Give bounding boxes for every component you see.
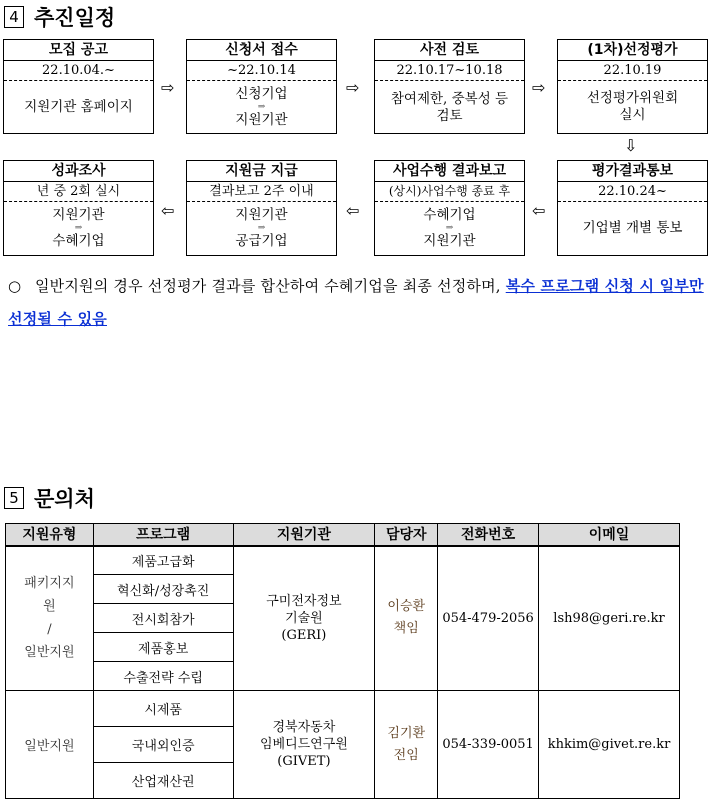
step-title: 신청서 접수 bbox=[187, 40, 336, 61]
step-body-line: 검토 bbox=[436, 108, 463, 124]
step-title: 모집 공고 bbox=[4, 40, 153, 61]
program-cell: 국내외인증 bbox=[93, 727, 233, 763]
arrow-right-icon: ⇨ bbox=[161, 78, 175, 97]
step-body-line: 지원기관 bbox=[235, 207, 288, 223]
agency-line: 임베디드연구원 bbox=[259, 737, 348, 752]
arrow-icon: ⇒ bbox=[257, 223, 266, 233]
program-cell: 수출전략 수립 bbox=[93, 662, 233, 691]
table-row bbox=[6, 691, 680, 727]
table-row bbox=[6, 546, 680, 575]
step-result-notification bbox=[557, 160, 708, 256]
step-date: (상시)사업수행 종료 후 bbox=[375, 182, 524, 202]
step-body bbox=[375, 202, 524, 255]
phone-cell: 054-479-2056 bbox=[438, 546, 539, 691]
header-program: 프로그램 bbox=[93, 524, 233, 546]
email-cell[interactable]: khkim@givet.re.kr bbox=[539, 691, 680, 799]
step-date: 결과보고 2주 이내 bbox=[187, 182, 336, 202]
header-agency: 지원기관 bbox=[233, 524, 375, 546]
step-performance-survey bbox=[3, 160, 154, 256]
manager-line: 이승환 bbox=[387, 599, 426, 615]
step-body-line: 참여제한, 중복성 등 bbox=[390, 91, 509, 107]
program-cell: 시제품 bbox=[93, 691, 233, 727]
step-title: 사전 검토 bbox=[375, 40, 524, 61]
manager-cell bbox=[375, 546, 438, 691]
program-cell: 혁신화/성장촉진 bbox=[93, 575, 233, 604]
step-body-line: 지원기관 홈페이지 bbox=[24, 98, 133, 115]
section-number: 5 bbox=[4, 487, 24, 509]
section-number: 4 bbox=[4, 6, 24, 28]
step-date: 년 중 2회 실시 bbox=[4, 182, 153, 202]
step-date: 22.10.24~ bbox=[558, 182, 707, 202]
agency-cell bbox=[233, 546, 375, 691]
agency-line: 구미전자정보 bbox=[266, 593, 342, 609]
agency-line: 경북자동차 bbox=[272, 720, 336, 735]
step-body bbox=[375, 81, 524, 133]
step-body-line: 수혜기업 bbox=[52, 233, 105, 249]
arrow-right-icon: ⇨ bbox=[346, 78, 360, 97]
manager-line: 김기환 bbox=[387, 725, 426, 741]
manager-cell bbox=[375, 691, 438, 799]
program-cell: 산업재산권 bbox=[93, 763, 233, 799]
type-line: 일반지원 bbox=[24, 645, 75, 661]
step-title: 지원금 지급 bbox=[187, 161, 336, 182]
arrow-left-icon: ⇦ bbox=[532, 201, 546, 220]
step-body-line: 실시 bbox=[619, 107, 646, 123]
section-title: 문의처 bbox=[34, 487, 95, 511]
step-body bbox=[187, 202, 336, 255]
step-recruit-notice bbox=[3, 39, 154, 134]
step-body-line: 기업별 개별 통보 bbox=[582, 220, 683, 236]
phone-cell: 054-339-0051 bbox=[438, 691, 539, 799]
step-date: 22.10.19 bbox=[558, 61, 707, 81]
step-body-line: 지원기관 bbox=[423, 233, 476, 249]
selection-note bbox=[8, 270, 708, 336]
program-cell: 전시회참가 bbox=[93, 604, 233, 633]
step-result-report bbox=[374, 160, 525, 256]
step-body-line: 공급기업 bbox=[235, 233, 288, 249]
note-text: 일반지원의 경우 선정평가 결과를 합산하여 수혜기업을 최종 선정하며, bbox=[34, 277, 501, 295]
arrow-icon: ⇒ bbox=[445, 223, 454, 233]
step-title: 사업수행 결과보고 bbox=[375, 161, 524, 182]
arrow-down-icon: ⇩ bbox=[624, 136, 638, 155]
email-cell[interactable]: lsh98@geri.re.kr bbox=[539, 546, 680, 691]
program-cell: 제품고급화 bbox=[93, 546, 233, 575]
step-body-line: 신청기업 bbox=[235, 85, 288, 102]
arrow-icon: ⇒ bbox=[257, 101, 266, 112]
arrow-icon: ⇒ bbox=[74, 223, 83, 233]
header-phone: 전화번호 bbox=[438, 524, 539, 546]
type-line: 패키지지 bbox=[24, 576, 75, 592]
step-date: 22.10.17~10.18 bbox=[375, 61, 524, 81]
agency-line: (GERI) bbox=[281, 627, 327, 643]
manager-line: 책임 bbox=[393, 621, 419, 637]
step-body-line: 수혜기업 bbox=[423, 207, 476, 223]
section-4-heading bbox=[4, 2, 115, 32]
header-manager: 담당자 bbox=[375, 524, 438, 546]
arrow-right-icon: ⇨ bbox=[532, 78, 546, 97]
step-title: 성과조사 bbox=[4, 161, 153, 182]
step-pre-review bbox=[374, 39, 525, 134]
support-type-cell: 일반지원 bbox=[6, 691, 94, 799]
step-body-line: 선정평가위원회 bbox=[586, 90, 679, 106]
support-type-cell bbox=[6, 546, 94, 691]
header-type: 지원유형 bbox=[6, 524, 94, 546]
arrow-left-icon: ⇦ bbox=[346, 201, 360, 220]
agency-line: (GIVET) bbox=[277, 754, 331, 769]
section-5-heading bbox=[4, 483, 95, 513]
type-line: / bbox=[47, 622, 52, 638]
step-body-line: 지원기관 bbox=[235, 111, 288, 128]
bullet-icon: ○ bbox=[8, 277, 22, 295]
header-email: 이메일 bbox=[539, 524, 680, 546]
step-body bbox=[4, 81, 153, 133]
program-cell: 제품홍보 bbox=[93, 633, 233, 662]
note-emphasis: 복수 프로그램 신청 시 일부만 선정될 수 있음 bbox=[8, 277, 704, 328]
step-body-line: 지원기관 bbox=[52, 207, 105, 223]
step-body bbox=[4, 202, 153, 255]
step-first-evaluation bbox=[557, 39, 708, 134]
manager-line: 전임 bbox=[393, 747, 419, 763]
step-subsidy-payment bbox=[186, 160, 337, 256]
step-title: 평가결과통보 bbox=[558, 161, 707, 182]
contact-table bbox=[5, 523, 680, 799]
step-body bbox=[187, 81, 336, 133]
step-body bbox=[558, 202, 707, 255]
section-title: 추진일정 bbox=[34, 6, 116, 30]
step-body bbox=[558, 81, 707, 133]
step-title: (1차)선정평가 bbox=[558, 40, 707, 61]
step-date: 22.10.04.~ bbox=[4, 61, 153, 81]
type-line: 원 bbox=[43, 599, 56, 615]
arrow-left-icon: ⇦ bbox=[161, 201, 175, 220]
agency-cell bbox=[233, 691, 375, 799]
step-application-receipt bbox=[186, 39, 337, 134]
step-date: ~22.10.14 bbox=[187, 61, 336, 81]
agency-line: 기술원 bbox=[285, 610, 323, 626]
